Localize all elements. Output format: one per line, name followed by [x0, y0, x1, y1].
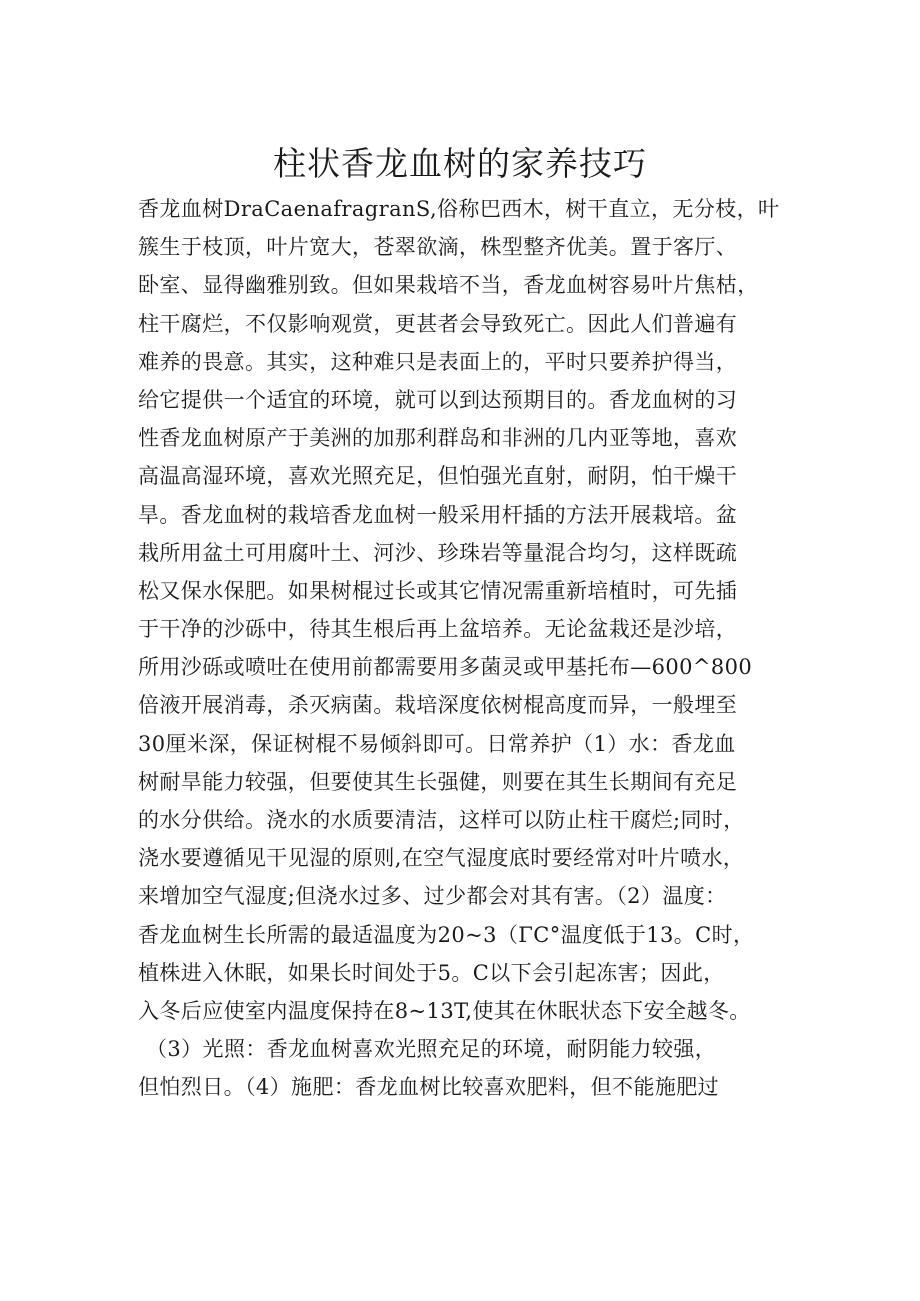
text-line: （3）光照：香龙血树喜欢光照充足的环境，耐阴能力较强，	[146, 1037, 717, 1062]
text-line: 柱干腐烂，不仅影响观赏，更甚者会导致死亡。因此人们普遍有	[138, 311, 738, 336]
text-line: 簇生于枝顶，叶片宽大，苍翠欲滴，株型整齐优美。置于客厅、	[138, 235, 738, 260]
text-line: 的水分供给。浇水的水质要清洁，这样可以防止柱干腐烂;同时，	[138, 808, 745, 832]
text-line: 松又保水保肥。如果树棍过长或其它情况需重新培植时，可先插	[138, 578, 738, 603]
text-line: 树耐旱能力较强，但要使其生长强健，则要在其生长期间有充足	[138, 769, 738, 794]
text-line: 卧室、显得幽雅别致。但如果栽培不当，香龙血树容易叶片焦枯，	[138, 273, 759, 298]
text-line: 难养的畏意。其实，这种难只是表面上的，平时只要养护得当，	[138, 349, 738, 374]
text-line: 旱。香龙血树的栽培香龙血树一般采用杆插的方法开展栽培。盆	[138, 502, 738, 527]
text-line: 于干净的沙砾中，待其生根后再上盆培养。无论盆栽还是沙培，	[138, 617, 738, 642]
text-line: 高温高湿环境，喜欢光照充足，但怕强光直射，耐阴，怕干燥干	[138, 464, 738, 489]
text-line: 香龙血树DraCaenafragranS,俗称巴西木，树干直立，无分枝，叶	[138, 197, 780, 221]
text-line: 入冬后应使室内温度保持在8~13T,使其在休眠状态下安全越冬。	[138, 998, 751, 1023]
text-line: 植株进入休眠，如果长时间处于5。C以下会引起冻害；因此，	[138, 960, 725, 985]
text-line: 但怕烈日。（4）施肥：香龙血树比较喜欢肥料，但不能施肥过	[138, 1075, 720, 1100]
body-paragraph	[138, 190, 818, 1107]
page-title: 柱状香龙血树的家养技巧	[273, 144, 647, 184]
text-line: 30厘米深，保证树棍不易倾斜即可。日常养护（1）水：香龙血	[138, 731, 736, 756]
text-line: 给它提供一个适宜的环境，就可以到达预期目的。香龙血树的习	[138, 387, 738, 412]
text-line: 香龙血树生长所需的最适温度为20~3（ΓC°温度低于13。C时，	[138, 922, 755, 947]
text-line: 倍液开展消毒，杀灭病菌。栽培深度依树棍高度而异，一般埋至	[138, 693, 738, 718]
text-line: 浇水要遵循见干见湿的原则,在空气湿度底时要经常对叶片喷水，	[138, 846, 745, 871]
text-line: 性香龙血树原产于美洲的加那利群岛和非洲的几内亚等地，喜欢	[138, 426, 738, 451]
text-line: 所用沙砾或喷吐在使用前都需要用多菌灵或甲基托布—600^800	[138, 655, 753, 680]
text-line: 来增加空气湿度;但浇水过多、过少都会对其有害。（2）温度：	[138, 884, 727, 909]
text-line: 栽所用盆土可用腐叶土、河沙、珍珠岩等量混合均匀，这样既疏	[138, 540, 738, 565]
